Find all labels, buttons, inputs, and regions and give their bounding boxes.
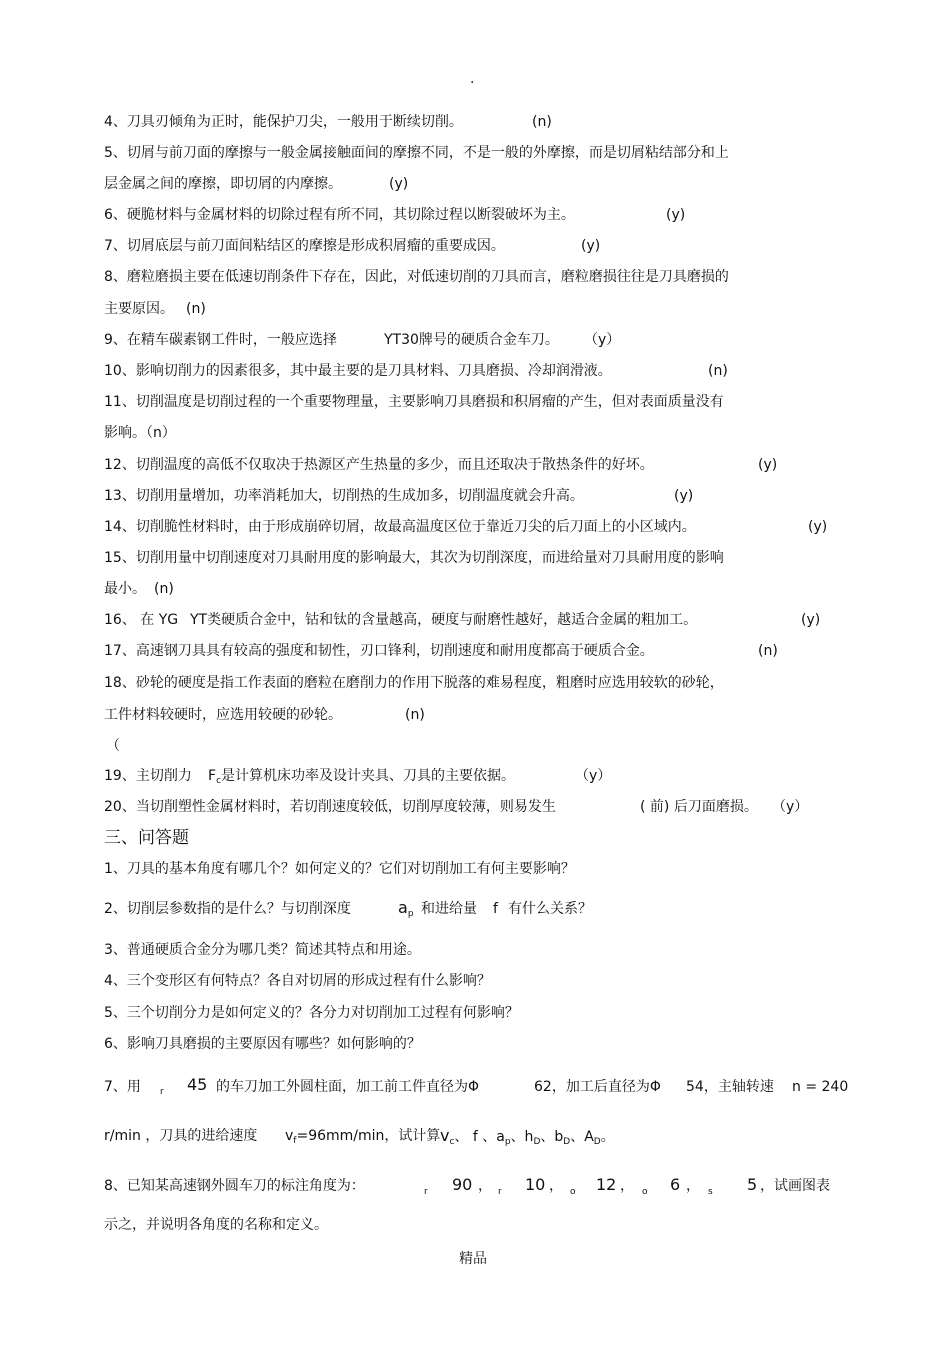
qa-q8-c4: ， [686, 1178, 700, 1194]
qa-q8-s3: o [570, 1187, 576, 1197]
q7-ad-sub: D [593, 1137, 601, 1147]
q14-answer: (y) [808, 519, 828, 535]
qa-q8-v3: 12 [596, 1175, 617, 1194]
judgement-q9-part1: 9、在精车碳素钢工件时，一般应选择 [104, 332, 337, 348]
q7-rest3: 、b [540, 1129, 564, 1145]
qa-q7-t1: 7、用 [104, 1079, 141, 1095]
qa-q7-n: n = 240 [792, 1079, 849, 1095]
q9-part3: 牌号的硬质合金车刀。 [418, 332, 559, 348]
qa-q2-part2: 和进给量 [421, 901, 477, 917]
qa-q8-c1: ， [478, 1178, 492, 1194]
qa-q2-ap [398, 899, 414, 920]
q7-ap-sub: p [504, 1137, 511, 1147]
qa-q7-kr: r [160, 1087, 164, 1097]
q19-F-sub: c [216, 776, 222, 786]
q16-answer: (y) [801, 612, 821, 628]
judgement-q6: 6、硬脆材料与金属材料的切除过程有所不同，其切除过程以断裂破坏为主。 [104, 207, 575, 223]
section3-title: 三、问答题 [104, 828, 189, 848]
q19-part2: 是计算机床功率及设计夹具、刀具的主要依据。 [221, 768, 516, 784]
judgement-q15-line1: 15、切削用量中切削速度对刀具耐用度的影响最大，其次为切削深度，而进给量对刀具耐用度的影响 [104, 550, 724, 566]
q7-hd-sub: D [533, 1137, 541, 1147]
qa-q2-part3: 有什么关系？ [508, 901, 592, 917]
qa-q3: 3、普通硬质合金分为哪几类？简述其特点和用途。 [104, 942, 421, 958]
qa-q2-f: f [493, 901, 498, 917]
qa-q7-54: 54，主轴转速 [686, 1079, 774, 1095]
q4-text: 4、刀具刃倾角为正时，能保护刀尖，一般用于断续切削。 [104, 114, 463, 130]
judgement-q17: 17、高速钢刀具具有较高的强度和韧性，刃口锋利，切削速度和耐用度都高于硬质合金。 [104, 643, 654, 659]
judgement-q13: 13、切削用量增加，功率消耗加大，切削热的生成加多，切削温度就会升高。 [104, 488, 584, 504]
qa-q8-c2: ， [549, 1178, 563, 1194]
q8-answer: (n) [186, 301, 206, 317]
q19-part1: 19、主切削力 [104, 768, 192, 784]
judgement-q10: 10、影响切削力的因素很多，其中最主要的是刀具材料、刀具磨损、冷却润滑液。 [104, 363, 612, 379]
q13-answer: (y) [674, 488, 694, 504]
judgement-q11-line2: 影响。（n） [104, 425, 176, 441]
judgement-q7: 7、切屑底层与前刀面间粘结区的摩擦是形成积屑瘤的重要成因。 [104, 238, 505, 254]
qa-q8-v1: 90 [452, 1175, 473, 1194]
judgement-q16-part1: 16、 在 YG [104, 612, 179, 628]
q7-vc-sub: c [449, 1137, 455, 1147]
judgement-q5-line1: 5、切屑与前刀面的摩擦与一般金属接触面间的摩擦不同，不是一般的外摩擦，而是切屑粘结部分和上 [104, 145, 729, 161]
header-dot: · [470, 75, 475, 91]
qa-q7-vf [285, 1127, 440, 1147]
qa-q8-s4: o [642, 1187, 648, 1197]
q7-vc: v [440, 1126, 450, 1145]
q2-a-sub: p [407, 909, 414, 919]
judgement-q12: 12、切削温度的高低不仅取决于热源区产生热量的多少，而且还取决于散热条件的好坏。 [104, 457, 654, 473]
page-footer: 精品 [459, 1251, 487, 1267]
qa-q8-t1: 8、已知某高速钢外圆车刀的标注角度为： [104, 1178, 365, 1194]
judgement-q18-line2: 工件材料较硬时，应选用较硬的砂轮。 [104, 707, 342, 723]
qa-q5: 5、三个切削分力是如何定义的？各分力对切削加工过程有何影响？ [104, 1005, 519, 1021]
qa-q8-t2: ，试画图表 [760, 1178, 830, 1194]
judgement-q16-part2: YT类硬质合金中，钴和钛的含量越高，硬度与耐磨性越好，越适合金属的粗加工。 [190, 612, 698, 628]
q12-answer: (y) [758, 457, 778, 473]
q7-line2-t2: ，试计算 [384, 1128, 441, 1144]
judgement-q19 [104, 767, 192, 785]
q7-bd-sub: D [563, 1137, 571, 1147]
q10-answer: (n) [708, 363, 728, 379]
q7-rest: 、 f 、a [454, 1129, 505, 1145]
judgement-q5-line2: 层金属之间的摩擦，即切屑的内摩擦。 [104, 176, 342, 192]
judgement-q15-line2: 最小。 [104, 581, 146, 597]
judgement-q8-line2: 主要原因。 [104, 301, 174, 317]
q2-a: a [398, 898, 408, 917]
q6-answer: (y) [666, 207, 686, 223]
q7-v: v [285, 1128, 294, 1144]
qa-q7-45: 45 [187, 1075, 208, 1094]
q18-answer: (n) [405, 707, 425, 723]
q4-answer: (n) [532, 114, 552, 130]
q7-end: 。 [600, 1129, 615, 1145]
q9-answer: （y） [584, 332, 621, 348]
qa-q4: 4、三个变形区有何特点？各自对切屑的形成过程有什么影响？ [104, 973, 491, 989]
judgement-q18-line1: 18、砂轮的硬度是指工作表面的磨粒在磨削力的作用下脱落的难易程度，粗磨时应选用较软的砂轮， [104, 675, 724, 691]
q9-grade: YT30 [384, 332, 419, 348]
qa-q8-line2: 示之，并说明各角度的名称和定义。 [104, 1217, 328, 1233]
q7-rest4: 、A [570, 1129, 594, 1145]
judgement-q20-part2: ( 前) 后刀面磨损。 [640, 799, 758, 815]
q17-answer: (n) [758, 643, 778, 659]
qa-q8-c3: ， [620, 1178, 634, 1194]
judgement-q14: 14、切削脆性材料时，由于形成崩碎切屑，故最高温度区位于靠近刀尖的后刀面上的小区域内。 [104, 519, 696, 535]
q7-answer: (y) [581, 238, 601, 254]
qa-q7-62: 62，加工后直径为Φ [534, 1079, 661, 1095]
qa-q8-s2: r [498, 1187, 502, 1197]
q7-rest2: 、h [510, 1129, 534, 1145]
judgement-q8-line1: 8、磨粒磨损主要在低速切削条件下存在，因此，对低速切削的刀具而言，磨粒磨损往往是刀具磨损的 [104, 269, 729, 285]
q19-answer: （y） [575, 768, 612, 784]
q15-answer: (n) [154, 581, 174, 597]
qa-q8-v4: 6 [670, 1175, 681, 1194]
qa-q8-s1: r [424, 1187, 428, 1197]
qa-q7-line2-t1: r/min ，刀具的进给速度 [104, 1128, 258, 1144]
q19-force [208, 767, 515, 787]
qa-q7-vars [440, 1127, 615, 1148]
qa-q6: 6、影响刀具磨损的主要原因有哪些？如何影响的？ [104, 1036, 421, 1052]
q18-stray-paren: （ [106, 738, 120, 754]
judgement-q9-part2 [384, 331, 559, 349]
qa-q1: 1、刀具的基本角度有哪几个？如何定义的？它们对切削加工有何主要影响？ [104, 861, 575, 877]
q5-answer: (y) [389, 176, 409, 192]
qa-q7-t2: 的车刀加工外圆柱面，加工前工件直径为Φ [216, 1079, 480, 1095]
q7-vf-sub: f [293, 1136, 297, 1146]
q7-vf-val: =96mm/min [296, 1128, 385, 1144]
judgement-q11-line1: 11、切削温度是切削过程的一个重要物理量，主要影响刀具磨损和积屑瘤的产生，但对表面质量没有 [104, 394, 724, 410]
judgement-q20-part1: 20、当切削塑性金属材料时，若切削速度较低，切削厚度较薄，则易发生 [104, 799, 556, 815]
qa-q8-v2: 10 [525, 1175, 546, 1194]
judgement-q4 [104, 113, 463, 131]
qa-q8-s5: s [708, 1187, 713, 1197]
qa-q2-part1: 2、切削层参数指的是什么？与切削深度 [104, 901, 351, 917]
q20-answer: （y） [772, 799, 809, 815]
q19-F: F [208, 768, 217, 784]
qa-q8-v5: 5 [747, 1175, 758, 1194]
